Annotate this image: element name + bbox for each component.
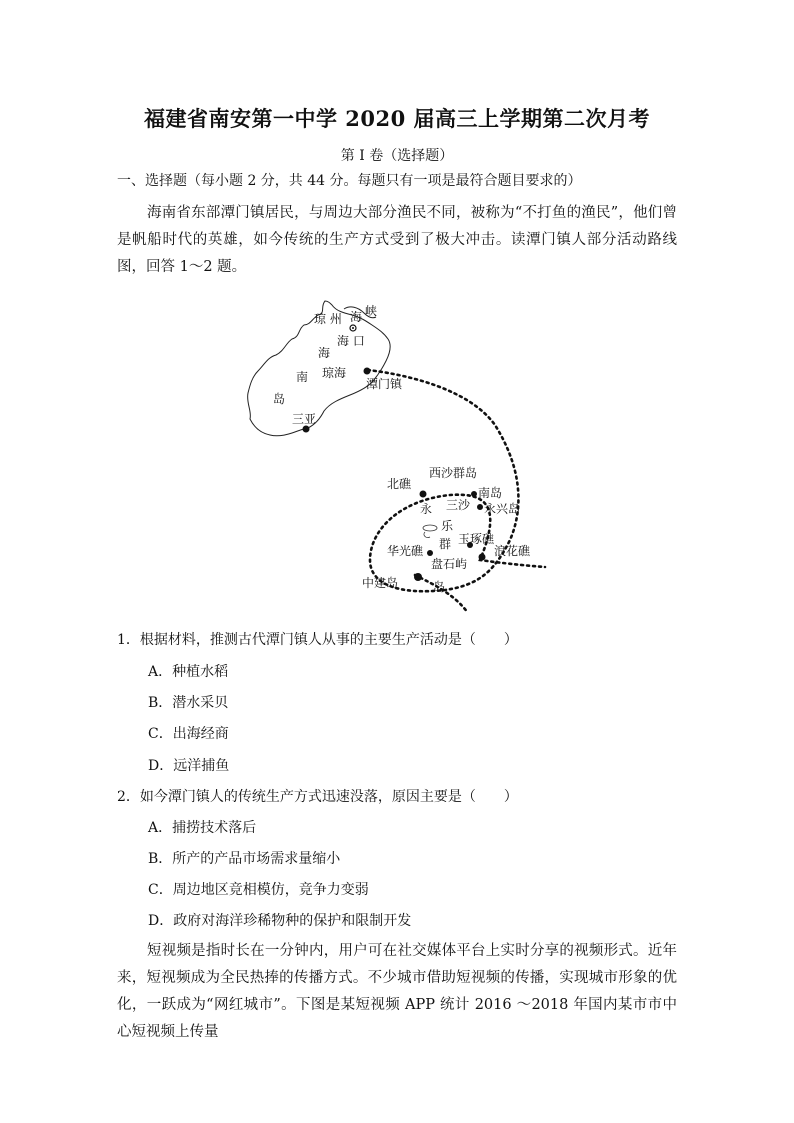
label-huaguang: 华光礁 — [387, 544, 424, 558]
yongxing-marker — [477, 504, 483, 510]
label-yongxing: 永兴岛 — [484, 502, 521, 516]
label-nan: 南 — [296, 370, 309, 384]
label-beijiao: 北礁 — [387, 477, 412, 491]
volume-heading: 第 I 卷（选择题） — [340, 148, 454, 164]
reef-outline — [423, 525, 437, 531]
q1-option-c[interactable]: C．出海经商 — [148, 726, 229, 742]
beijiao-marker — [420, 491, 427, 498]
label-sanya: 三亚 — [292, 412, 317, 426]
question-1-stem: 1．根据材料，推测古代潭门镇人从事的主要生产活动是（ ） — [117, 632, 518, 648]
label-dao2: 岛 — [433, 580, 446, 594]
tanmen-route-map — [240, 295, 560, 620]
tanmen-marker — [364, 368, 371, 375]
label-yuzhuo: 玉琢礁 — [458, 532, 495, 546]
q2-option-b[interactable]: B．所产的产品市场需求量缩小 — [148, 851, 341, 867]
zhongjian-marker — [414, 573, 422, 581]
passage-tanmen: 海南省东部潭门镇居民，与周边大部分渔民不同，被称为“不打鱼的渔民”，他们曾是帆船时代的英雄，如今传统的生产方式受到了极大冲击。读潭门镇人部分活动路线图，回答 1～2 题。 — [117, 205, 677, 275]
q1-option-a[interactable]: A．种植水稻 — [148, 664, 229, 680]
label-xia: 峡 — [365, 304, 378, 318]
label-qionghai: 琼海 — [322, 366, 347, 380]
islet-shape — [424, 532, 430, 538]
label-hai-strait: 海 — [350, 310, 363, 324]
label-haikou: 海 口 — [337, 334, 365, 348]
label-sansha: 三沙 — [446, 498, 471, 512]
q2-option-a[interactable]: A．捕捞技术落后 — [148, 820, 257, 836]
label-langhua: 浪花礁 — [494, 544, 531, 558]
passage-short-video: 短视频是指时长在一分钟内，用户可在社交媒体平台上实时分享的视频形式。近年来，短视频成为全民热捧的传播方式。不少城市借助短视频的传播，实现城市形象的优化，一跃成为“网红城市”。下图是某短视频 APP 统计 2016 ～2018 年国内某市市中心短视频上传量 — [117, 943, 677, 1040]
sanya-marker — [303, 426, 310, 433]
section-heading: 一、选择题（每小题 2 分，共 44 分。每题只有一项是最符合题目要求的） — [117, 173, 582, 189]
label-tanmen: 潭门镇 — [366, 377, 403, 391]
label-hai: 海 — [318, 346, 331, 360]
huaguang-marker — [427, 550, 433, 556]
label-qun: 群 — [439, 537, 452, 551]
page-title: 福建省南安第一中学 2020 届高三上学期第二次月考 — [143, 106, 651, 131]
label-panshi: 盘石屿 — [431, 557, 468, 571]
nandao-marker — [471, 491, 477, 497]
langhua-marker — [479, 554, 486, 561]
q1-option-d[interactable]: D．远洋捕鱼 — [148, 758, 230, 774]
label-yong: 永 — [420, 502, 433, 516]
label-nandao: 南岛 — [478, 486, 503, 500]
label-zhongjian: 中建岛 — [362, 576, 399, 590]
haikou-marker-dot — [352, 327, 354, 329]
label-le: 乐 — [441, 519, 454, 533]
label-dao: 岛 — [273, 392, 286, 406]
q2-option-c[interactable]: C．周边地区竞相模仿，竞争力变弱 — [148, 882, 369, 898]
q2-option-d[interactable]: D．政府对海洋珍稀物种的保护和限制开发 — [148, 913, 412, 929]
label-xisha: 西沙群岛 — [429, 466, 478, 480]
label-qiongzhou: 琼 州 — [314, 312, 342, 326]
q1-option-b[interactable]: B．潜水采贝 — [148, 695, 229, 711]
question-2-stem: 2．如今潭门镇人的传统生产方式迅速没落，原因主要是（ ） — [117, 789, 518, 805]
